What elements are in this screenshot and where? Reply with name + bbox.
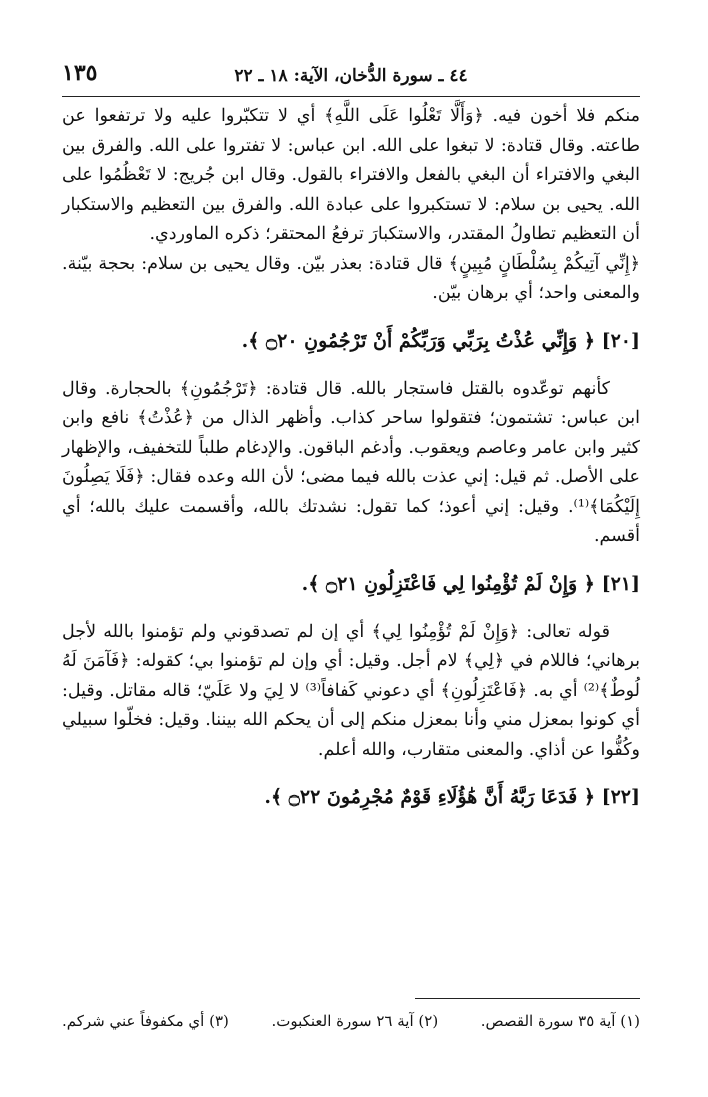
footnote-3: (٣) أي مكفوفاً عني شركم.	[62, 1012, 229, 1030]
page-header	[62, 58, 640, 98]
header-divider	[62, 96, 640, 97]
paragraph: قوله تعالى: ﴿وَإِنْ لَمْ تُؤْمِنُوا لِي﴾ أي إن لم تصدقوني ولم تؤمنوا بالله لأجل برهاني؛ فاللام في ﴿لِي﴾ لام أجل. وقيل: أي وإن لم تؤمنوا بي؛ كقوله: ﴿فَآمَنَ لَهُ لُوطٌ﴾⁽²⁾ أي به. ﴿فَاعْتَزِلُونِ﴾ أي دعوني كَفافاً⁽³⁾ لا لِيَ ولا عَلَيّ؛ قاله مقاتل. وقيل: أي كونوا بمعزل مني وأنا بمعزل منكم إلى أن يحكم الله بيننا. وقيل: فخلّوا سبيلي وكُفُّوا عن أذاي. والمعنى متقارب، والله أعلم.	[62, 621, 640, 760]
page-title: ٤٤ ـ سورة الدُّخان، الآية: ١٨ ـ ٢٢	[234, 66, 468, 86]
verse-22	[62, 781, 640, 813]
paragraph: منكم فلا أخون فيه. ﴿وَأَلَّا تَعْلُوا عَلَى اللَّهِ﴾ أي لا تتكبّروا عليه ولا ترتفعوا عن طاعته. وقال قتادة: لا تبغوا على الله. ابن عباس: لا تفتروا على الله. والفرق بين البغي والافتراء أن البغي بالفعل والافتراء بالقول. وقال ابن جُريج: لا تَعْظُمُوا على الله. يحيى بن سلام: لا تستكبروا على عبادة الله. والفرق بين التعظيم والاستكبار أن التعظيم تطاولُ المقتدر، والاستكبارَ ترفعُ المحتقر؛ ذكره الماوردي.	[62, 106, 640, 244]
footnote-2: (٢) آية ٢٦ سورة العنكبوت.	[271, 1012, 439, 1030]
verse-number: [٢١]	[601, 572, 640, 595]
footnote-1: (١) آية ٣٥ سورة القصص.	[480, 1012, 640, 1030]
verse-21	[62, 568, 640, 600]
paragraph: ﴿إِنِّي آتِيكُمْ بِسُلْطَانٍ مُبِينٍ﴾ قال قتادة: بعذر بيّن. وقال يحيى بن سلام: بحجة بيّنة. والمعنى واحد؛ أي برهان بيّن.	[62, 253, 640, 303]
verse-number: [٢٠]	[601, 329, 640, 352]
footnotes	[62, 1012, 640, 1030]
page-body	[62, 102, 640, 831]
verse-text: ﴿ وَإِنِّي عُذْتُ بِرَبِّي وَرَبِّكُمْ أَنْ تَرْجُمُونِ ۝٢٠ ﴾.	[241, 329, 595, 352]
paragraph: كأنهم توعّدوه بالقتل فاستجار بالله. قال قتادة: ﴿تَرْجُمُونِ﴾ بالحجارة. وقال ابن عباس: تشتمون؛ فتقولوا ساحر كذاب. وأظهر الذال من ﴿عُذْتُ﴾ نافع وابن كثير وابن عامر وعاصم ويعقوب. وأدغم الباقون. والإدغام طلباً للتخفيف، والإظهار على الأصل. ثم قيل: إني عذت بالله فيما مضى؛ لأن الله وعده فقال: ﴿فَلَا يَصِلُونَ إِلَيْكُمَا﴾⁽¹⁾. وقيل: إني أعوذ؛ كما تقول: نشدتك بالله، وأقسمت عليك بالله؛ أي أقسم.	[62, 378, 640, 546]
verse-number: [٢٢]	[601, 786, 640, 808]
verse-20	[62, 325, 640, 357]
verse-text: ﴿ وَإِنْ لَمْ تُؤْمِنُوا لِي فَاعْتَزِلُونِ ۝٢١ ﴾.	[301, 572, 595, 595]
page-number: ١٣٥	[62, 60, 98, 86]
verse-text: ﴿ فَدَعَا رَبَّهُ أَنَّ هَٰؤُلَاءِ قَوْمٌ مُجْرِمُونَ ۝٢٢ ﴾.	[264, 786, 595, 808]
footnote-divider	[415, 998, 640, 999]
